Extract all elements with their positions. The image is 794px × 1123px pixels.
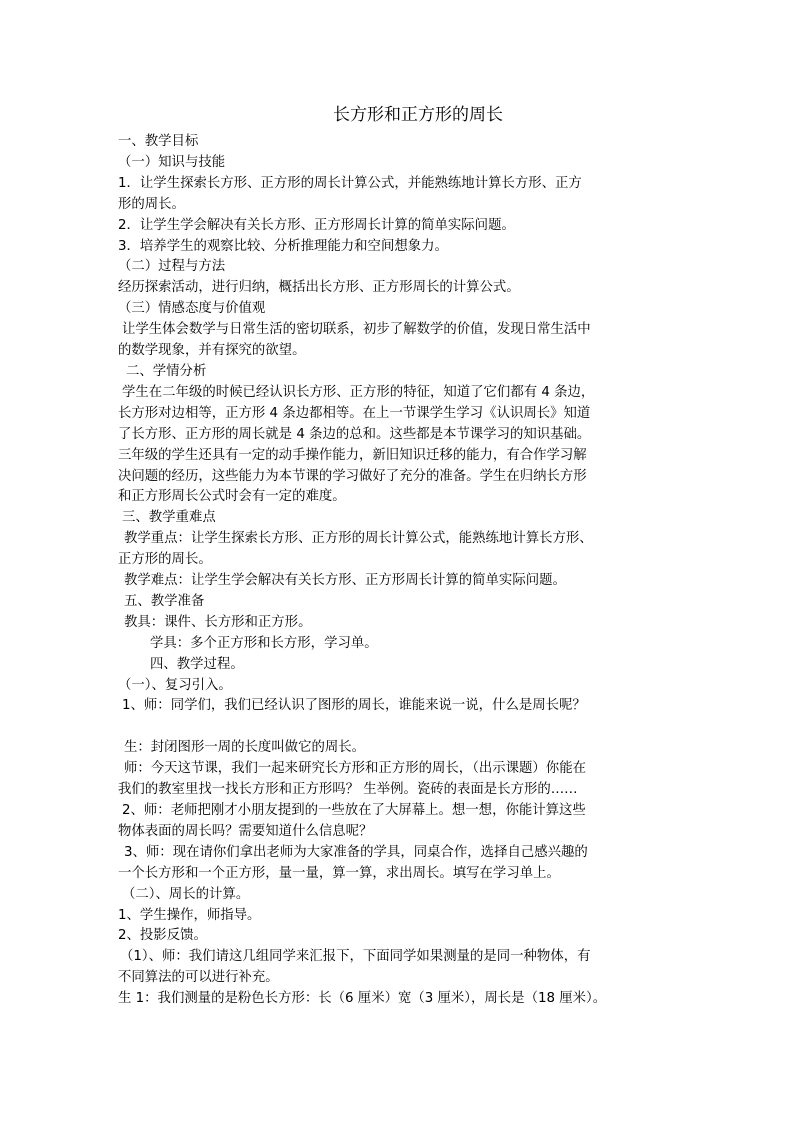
text-line: 物体表面的周长吗？需要知道什么信息呢？ <box>118 823 373 839</box>
text-line: （1）、师：我们请这几组同学来汇报下，下面同学如果测量的是同一种物体，有 <box>120 949 591 965</box>
text-line: 五、教学准备 <box>124 593 205 609</box>
text-line: 和正方形周长公式时会有一定的难度。 <box>118 489 346 505</box>
text-line: 长方形对边相等，正方形 4 条边都相等。在上一节课学生学习《认识周长》知道 <box>118 405 591 421</box>
text-line: 形的周长。 <box>118 196 185 212</box>
text-line: 教学重点：让学生探索长方形、正方形的周长计算公式，能熟练地计算长方形、 <box>124 531 593 547</box>
document-page <box>118 102 678 1010</box>
text-line: 2、投影反馈。 <box>118 928 207 944</box>
text-line: 四、教学过程。 <box>150 656 244 672</box>
text-line: （二）、周长的计算。 <box>122 886 250 902</box>
text-line: 让学生体会数学与日常生活的密切联系，初步了解数学的价值，发现日常生活中 <box>122 322 591 338</box>
blank-line <box>118 717 678 738</box>
text-line: （一）知识与技能 <box>118 154 226 170</box>
text-line: 一个长方形和一个正方形，量一量，算一算，求出周长。填写在学习单上。 <box>118 865 560 881</box>
text-line: （一）、复习引入。 <box>118 677 232 693</box>
text-line: 1、师：同学们，我们已经认识了图形的周长，谁能来说一说，什么是周长呢？ <box>122 698 586 714</box>
text-line: 了长方形、正方形的周长就是 4 条边的总和。这些都是本节课学习的知识基础。 <box>118 426 591 442</box>
text-line: 我们的教室里找一找长方形和正方形吗？ 生举例。瓷砖的表面是长方形的…… <box>118 782 578 798</box>
text-line: 生：封闭图形一周的长度叫做它的周长。 <box>124 740 366 756</box>
text-line: 2．让学生学会解决有关长方形、正方形周长计算的简单实际问题。 <box>118 217 515 233</box>
text-line: 教学难点：让学生学会解决有关长方形、正方形周长计算的简单实际问题。 <box>124 573 566 589</box>
text-line: 2、师：老师把刚才小朋友提到的一些放在了大屏幕上。想一想，你能计算这些 <box>122 802 586 818</box>
text-line: 1．让学生探索长方形、正方形的周长计算公式，并能熟练地计算长方形、正方 <box>118 175 582 191</box>
document-body <box>118 132 678 1010</box>
text-line: 学生在二年级的时候已经认识长方形、正方形的特征，知道了它们都有 4 条边， <box>122 384 595 400</box>
text-line: 生 1：我们测量的是粉色长方形：长（6 厘米）宽（3 厘米），周长是（18 厘米）。 <box>118 991 607 1007</box>
document-title: 长方形和正方形的周长 <box>333 105 503 125</box>
text-line: 教具：课件、长方形和正方形。 <box>124 614 312 630</box>
text-line: 经历探索活动，进行归纳，概括出长方形、正方形周长的计算公式。 <box>118 280 520 296</box>
text-line: 3、师：现在请你们拿出老师为大家准备的学具，同桌合作，选择自己感兴趣的 <box>124 844 588 860</box>
text-line: 三、教学重难点 <box>122 510 216 526</box>
text-line: 1、学生操作，师指导。 <box>118 907 261 923</box>
text-line: 二、学情分析 <box>126 363 207 379</box>
text-line: 不同算法的可以进行补充。 <box>118 970 279 986</box>
text-line: （二）过程与方法 <box>118 259 226 275</box>
text-line: 三年级的学生还具有一定的动手操作能力，新旧知识迁移的能力，有合作学习解 <box>118 447 587 463</box>
text-line: 的数学现象，并有探究的欲望。 <box>118 343 306 359</box>
text-line: （三）情感态度与价值观 <box>118 301 266 317</box>
text-line: 3．培养学生的观察比较、分析推理能力和空间想象力。 <box>118 238 448 254</box>
text-line: 正方形的周长。 <box>118 552 212 568</box>
text-line: 一、教学目标 <box>118 134 199 149</box>
text-line: 学具：多个正方形和长方形，学习单。 <box>150 635 378 651</box>
text-line: 师：今天这节课，我们一起来研究长方形和正方形的周长，（出示课题）你能在 <box>124 761 586 777</box>
text-line: 决问题的经历，这些能力为本节课的学习做好了充分的准备。学生在归纳长方形 <box>118 468 587 484</box>
